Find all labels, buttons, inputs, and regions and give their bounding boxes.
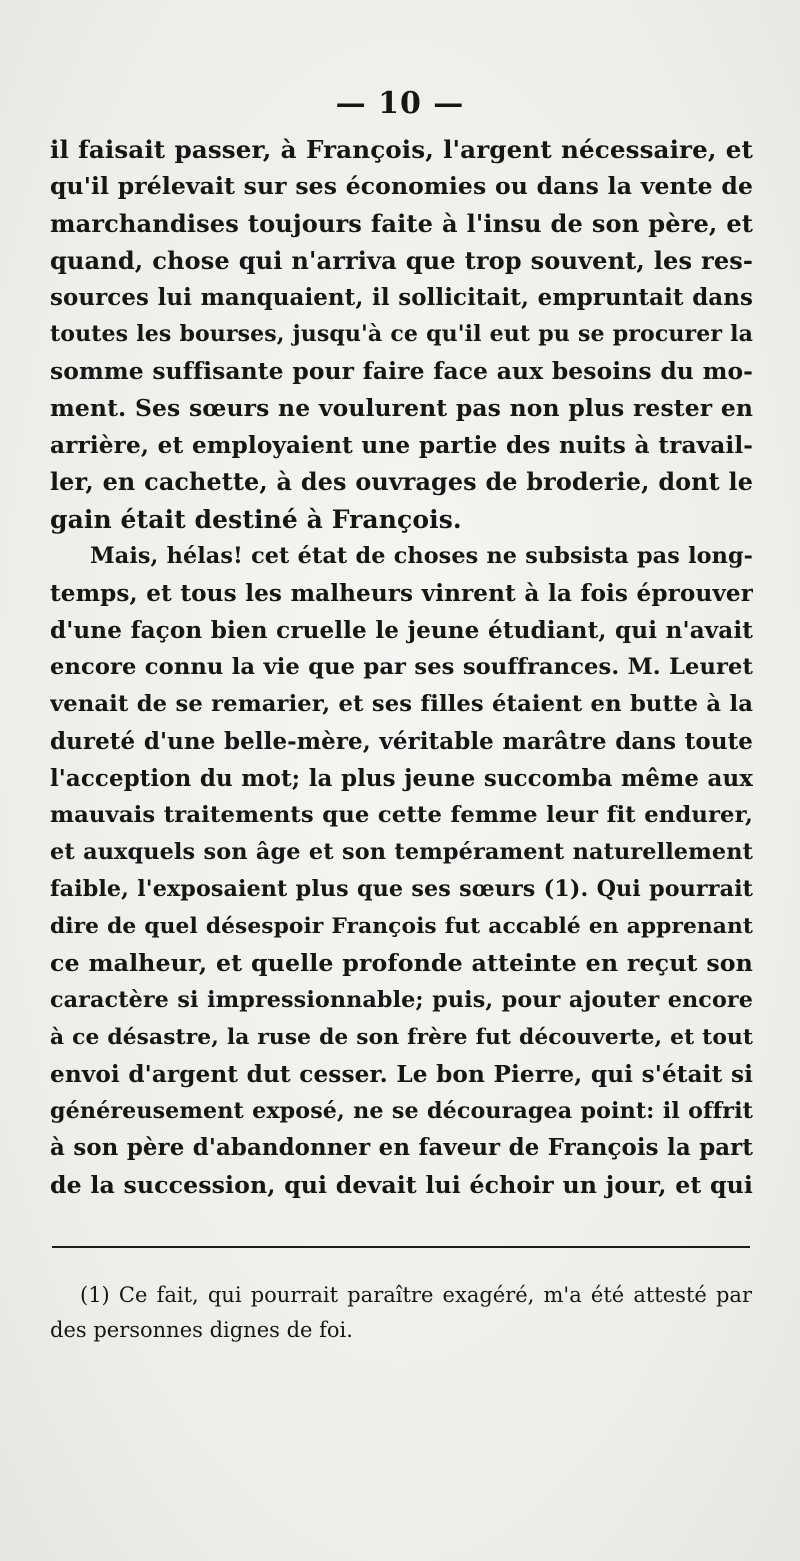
text-line: sources lui manquaient, il sollicitait, empruntait dans: [50, 284, 753, 311]
text-line: mauvais traitements que cette femme leur fit endurer,: [50, 802, 753, 828]
footnote: [50, 1278, 752, 1348]
text-line: envoi d'argent dut cesser. Le bon Pierre, qui s'était si: [50, 1061, 753, 1088]
body-text: [50, 131, 753, 1204]
text-line: d'une façon bien cruelle le jeune étudiant, qui n'avait: [50, 617, 753, 644]
text-line: venait de se remarier, et ses filles étaient en butte à la: [50, 691, 753, 717]
text-line: faible, l'exposaient plus que ses sœurs (1). Qui pourrait: [50, 876, 753, 902]
text-line: quand, chose qui n'arriva que trop souvent, les res-: [50, 246, 753, 275]
footnote-line: (1) Ce fait, qui pourrait paraître exagéré, m'a été attesté par: [80, 1283, 752, 1307]
text-line: et auxquels son âge et son tempérament naturellement: [50, 839, 753, 865]
text-line: il faisait passer, à François, l'argent nécessaire, et: [50, 135, 753, 164]
text-line: à son père d'abandonner en faveur de François la part: [50, 1135, 753, 1161]
text-line: caractère si impressionnable; puis, pour ajouter encore: [50, 987, 753, 1013]
text-line: dire de quel désespoir François fut accablé en apprenant: [50, 914, 753, 939]
text-line: ment. Ses sœurs ne voulurent pas non plus rester en: [50, 394, 753, 422]
text-line: qu'il prélevait sur ses économies ou dans la vente de: [50, 172, 753, 200]
paragraph-start-line: Mais, hélas! cet état de choses ne subsista pas long-: [90, 543, 753, 569]
text-line: encore connu la vie que par ses souffrances. M. Leuret: [50, 654, 753, 680]
text-line: l'acception du mot; la plus jeune succomba même aux: [50, 765, 753, 792]
paragraph-end-line: gain était destiné à François.: [50, 505, 462, 534]
footnote-line: des personnes dignes de foi.: [50, 1318, 353, 1342]
text-line: généreusement exposé, ne se découragea point: il offrit: [50, 1098, 753, 1124]
page-number: — 10 —: [335, 86, 465, 121]
text-line: de la succession, qui devait lui échoir un jour, et qui: [50, 1171, 753, 1199]
text-line: dureté d'une belle-mère, véritable marâtre dans toute: [50, 728, 753, 755]
text-line: toutes les bourses, jusqu'à ce qu'il eut pu se procurer la: [50, 321, 753, 347]
text-line: somme suffisante pour faire face aux besoins du mo-: [50, 357, 753, 385]
text-line: marchandises toujours faite à l'insu de son père, et: [50, 209, 753, 238]
text-line: à ce désastre, la ruse de son frère fut découverte, et tout: [50, 1025, 753, 1050]
footnote-separator: [52, 1246, 750, 1248]
text-line: ler, en cachette, à des ouvrages de broderie, dont le: [50, 468, 753, 496]
text-line: temps, et tous les malheurs vinrent à la fois éprouver: [50, 580, 753, 607]
text-line: ce malheur, et quelle profonde atteinte en reçut son: [50, 949, 753, 977]
text-line: arrière, et employaient une partie des nuits à travail-: [50, 432, 753, 459]
